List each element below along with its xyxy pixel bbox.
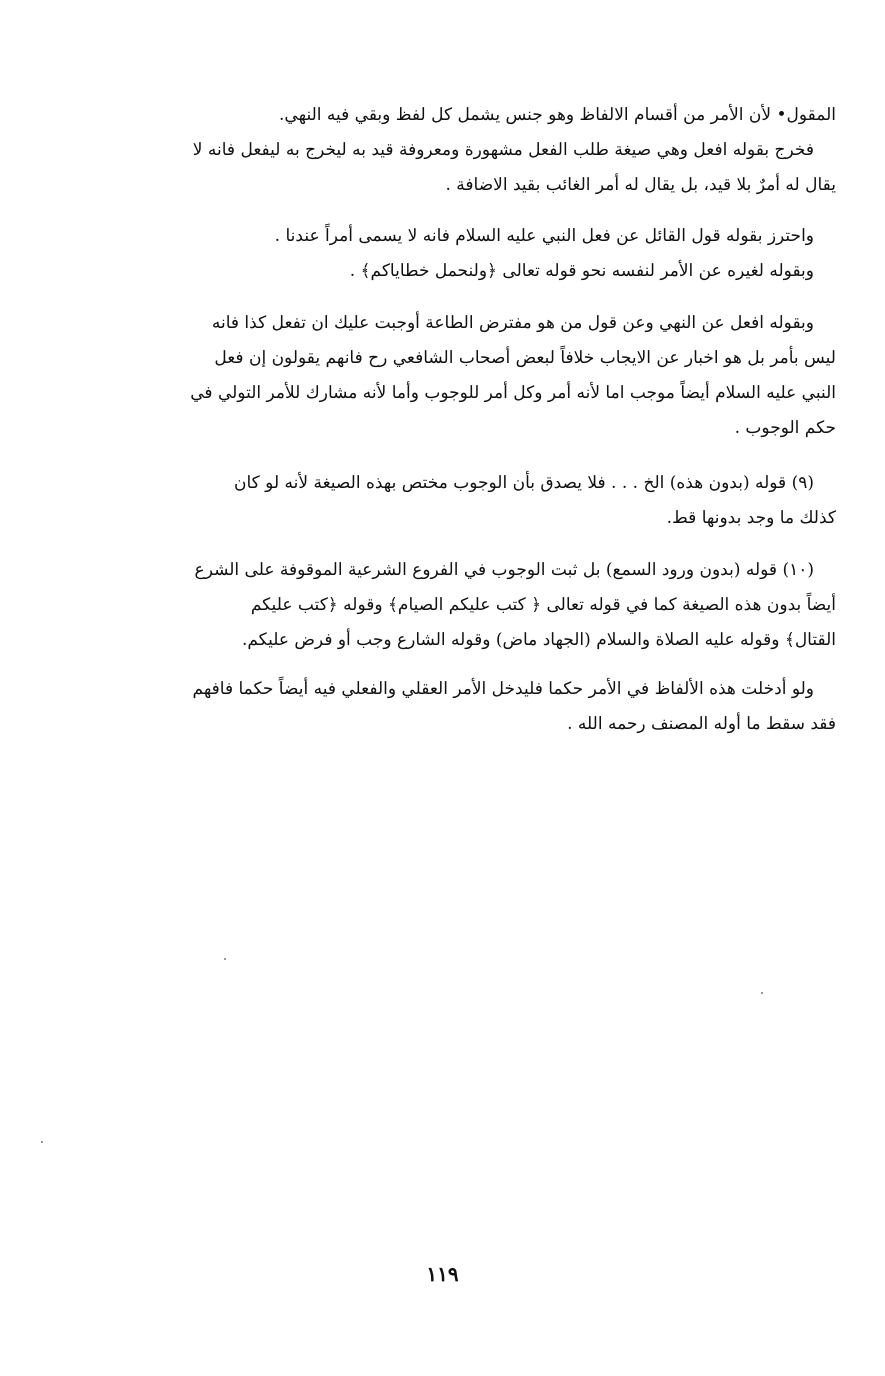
text-line: ولو أدخلت هذه الألفاظ في الأمر حكما فليدخل الأمر العقلي والفعلي فيه أيضاً حكما فافهم [192,679,814,699]
scan-speck [41,1141,43,1143]
paragraph-4 [158,306,836,446]
text-line: واحترز بقوله قول القائل عن فعل النبي عليه السلام فانه لا يسمى أمراً عندنا . [274,226,814,246]
text-line: يقال له أمرٌ بلا قيد، بل يقال له أمر الغائب بقيد الاضافة . [445,175,836,195]
paragraph-1 [158,98,836,133]
scan-speck [761,992,763,994]
text-line: (٩) قوله (بدون هذه) الخ . . . فلا يصدق بأن الوجوب مختص بهذه الصيغة لأنه لو كان [234,473,814,493]
text-line: كذلك ما وجد بدونها قط. [666,508,836,528]
text-line: وبقوله افعل عن النهي وعن قول من هو مفترض الطاعة أوجبت عليك ان تفعل كذا فانه [211,313,814,333]
paragraph-2 [158,133,836,203]
text-line: حكم الوجوب . [734,418,836,438]
text-line: المقول• لأن الأمر من أقسام الالفاظ وهو جنس يشمل كل لفظ وبقي فيه النهي. [279,105,836,125]
text-line: القتال﴾ وقوله عليه الصلاة والسلام (الجهاد ماض) وقوله الشارع وجب أو فرض عليكم. [241,630,836,650]
paragraph-7 [158,672,836,742]
text-line: فخرج بقوله افعل وهي صيغة طلب الفعل مشهورة ومعروفة قيد به ليخرج به ليفعل فانه لا [192,140,814,160]
page-number: ١١٩ [426,1262,459,1286]
text-line: أيضاً بدون هذه الصيغة كما في قوله تعالى ﴿ كتب عليكم الصيام﴾ وقوله ﴿كتب عليكم [250,595,836,615]
note-10 [158,553,836,658]
paragraph-3 [158,219,836,289]
text-line: ليس بأمر بل هو اخبار عن الايجاب خلافاً لبعض أصحاب الشافعي رح فانهم يقولون إن فعل [214,348,836,368]
text-line: (١٠) قوله (بدون ورود السمع) بل ثبت الوجوب في الفروع الشرعية الموقوفة على الشرع [194,560,814,580]
text-line: وبقوله لغيره عن الأمر لنفسه نحو قوله تعالى ﴿ولنحمل خطاياكم﴾ . [349,261,814,281]
scan-speck [224,958,226,960]
text-line: النبي عليه السلام أيضاً موجب اما لأنه أمر وكل أمر للوجوب وأما لأنه مشارك للأمر التولي في [190,383,836,403]
note-9 [158,466,836,536]
text-line: فقد سقط ما أوله المصنف رحمه الله . [567,714,836,734]
